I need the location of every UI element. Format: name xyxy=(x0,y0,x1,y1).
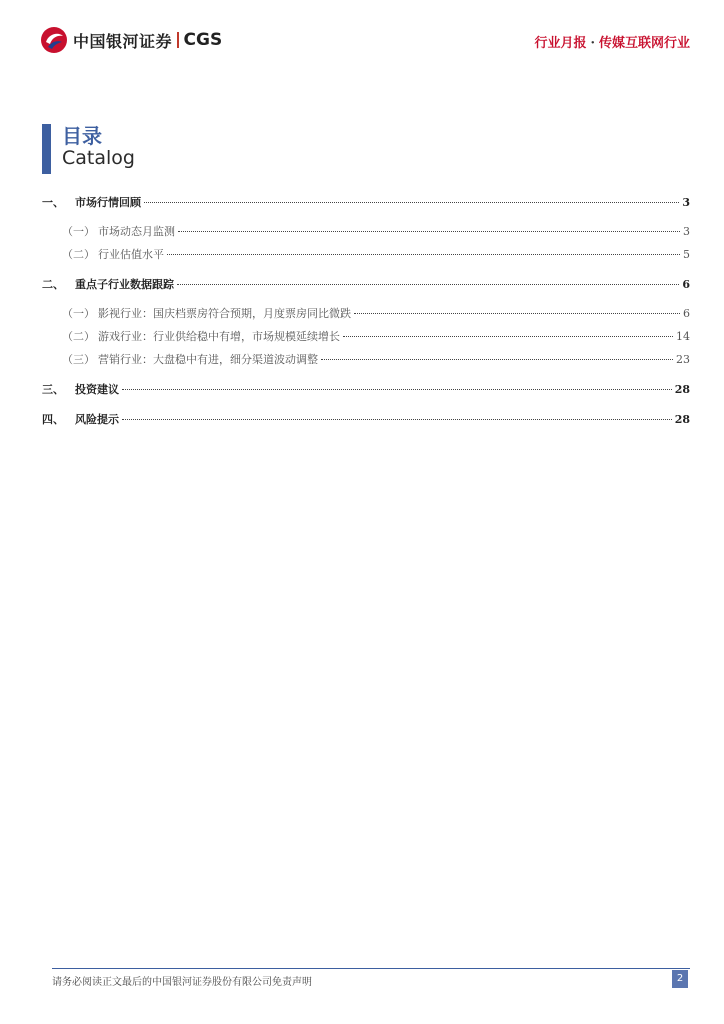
toc-entry[interactable] xyxy=(42,411,690,427)
toc-leader xyxy=(354,313,680,314)
toc-page: 6 xyxy=(682,278,690,291)
toc-number: （一） xyxy=(62,307,95,320)
toc-number: （三） xyxy=(62,353,95,366)
toc-title: 市场动态月监测 xyxy=(98,225,175,238)
toc-number: （二） xyxy=(62,330,95,343)
toc-leader xyxy=(122,389,672,390)
toc-leader xyxy=(343,336,673,337)
logo-text-en: CGS xyxy=(183,30,223,50)
toc-page: 6 xyxy=(683,307,690,320)
disclaimer-text: 请务必阅读正文最后的中国银河证券股份有限公司免责声明 xyxy=(52,977,312,988)
toc-title: 市场行情回顾 xyxy=(75,196,141,209)
toc-title: 投资建议 xyxy=(75,383,119,396)
logo-divider xyxy=(177,32,179,48)
toc-leader xyxy=(122,419,672,420)
toc-title: 游戏行业：行业供给稳中有增，市场规模延续增长 xyxy=(98,330,340,343)
toc-leader xyxy=(178,231,680,232)
industry-name: 传媒互联网行业 xyxy=(598,36,690,51)
toc-title: 营销行业：大盘稳中有进，细分渠道波动调整 xyxy=(98,353,318,366)
toc-entry[interactable] xyxy=(42,351,690,367)
toc-entry[interactable] xyxy=(42,223,690,239)
company-logo xyxy=(40,26,222,54)
toc-number: （一） xyxy=(62,225,95,238)
toc-title: 影视行业：国庆档票房符合预期，月度票房同比微跌 xyxy=(98,307,351,320)
toc-number: （二） xyxy=(62,248,95,261)
toc-page: 3 xyxy=(682,196,690,209)
toc-leader xyxy=(167,254,680,255)
toc-title: 重点子行业数据跟踪 xyxy=(75,278,174,291)
title-accent-bar xyxy=(42,124,51,174)
page-number: 2 xyxy=(672,970,688,988)
toc-page: 23 xyxy=(676,353,690,366)
toc-page: 28 xyxy=(674,413,690,426)
toc-entry[interactable] xyxy=(42,381,690,397)
toc-title: 风险提示 xyxy=(75,413,119,426)
toc-entry[interactable] xyxy=(42,328,690,344)
toc-page: 3 xyxy=(683,225,690,238)
toc-number: 二、 xyxy=(42,278,64,291)
cgs-logo-icon xyxy=(40,26,68,54)
toc-number: 四、 xyxy=(42,413,64,426)
toc-leader xyxy=(177,284,679,285)
toc-entry[interactable] xyxy=(42,194,690,210)
footer-divider xyxy=(52,968,690,969)
toc-entry[interactable] xyxy=(42,246,690,262)
toc-page: 28 xyxy=(674,383,690,396)
report-type: 行业月报 xyxy=(534,36,587,51)
toc-page: 5 xyxy=(683,248,690,261)
report-tag-separator: · xyxy=(590,36,595,51)
title-cn: 目录 xyxy=(62,124,102,148)
report-tag xyxy=(534,32,690,51)
toc-number: 一、 xyxy=(42,196,64,209)
page-header xyxy=(40,26,690,56)
toc-leader xyxy=(321,359,673,360)
toc-page: 14 xyxy=(676,330,690,343)
logo-text-cn: 中国银河证券 xyxy=(73,31,173,51)
toc-title: 行业估值水平 xyxy=(98,248,164,261)
toc-entry[interactable] xyxy=(42,276,690,292)
toc-entry[interactable] xyxy=(42,305,690,321)
toc-number: 三、 xyxy=(42,383,64,396)
toc-leader xyxy=(144,202,679,203)
title-en: Catalog xyxy=(62,147,135,169)
